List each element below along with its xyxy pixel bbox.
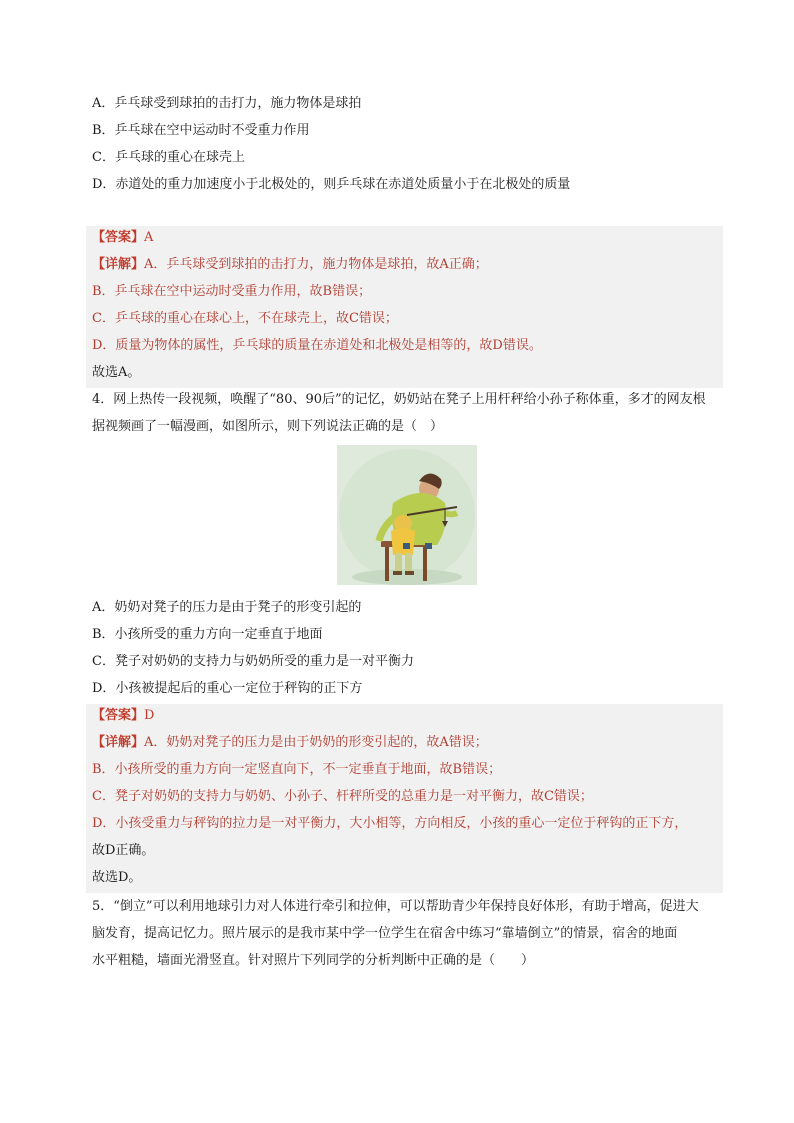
q4-detail-line-2: B．小孩所受的重力方向一定竖直向下，不一定垂直于地面，故B错误； <box>92 762 502 777</box>
q3-conclusion: 故选A。 <box>92 365 141 380</box>
q3-detail-line-4: D．质量为物体的属性，乒乓球的质量在赤道处和北极处是相等的，故D错误。 <box>92 338 542 353</box>
q4-answer-band <box>86 704 723 731</box>
q3-conclusion-band <box>86 361 723 388</box>
q3-detail-line-2: B．乒乓球在空中运动时受重力作用，故B错误； <box>92 284 372 299</box>
answer-label: 【答案】 <box>92 230 145 245</box>
q4-detail-line-1 <box>92 733 488 753</box>
detail-label: 【详解】 <box>92 735 145 750</box>
q4-detail-line-3: C．凳子对奶奶的支持力与奶奶、小孙子、杆秤所受的总重力是一对平衡力，故C错误； <box>92 789 593 804</box>
q5-stem-line-2: 脑发育，提高记忆力。照片展示的是我市某中学一位学生在宿舍中练习“靠墙倒立”的情景，宿舍的地面 <box>92 926 678 941</box>
q3-option-d: D．赤道处的重力加速度小于北极处的，则乒乓球在赤道处质量小于在北极处的质量 <box>92 177 571 192</box>
q3-answer-band <box>86 226 723 253</box>
q4-detail-line-4: D．小孩受重力与秤钩的拉力是一对平衡力，大小相等，方向相反，小孩的重心一定位于秤钩的正下方， <box>92 816 688 831</box>
answer-label: 【答案】 <box>92 708 145 723</box>
q4-option-c: C．凳子对奶奶的支持力与奶奶所受的重力是一对平衡力 <box>92 654 414 669</box>
q4-stem-line-2: 据视频画了一幅漫画，如图所示，则下列说法正确的是（ ） <box>92 419 444 434</box>
q4-option-b: B．小孩所受的重力方向一定垂直于地面 <box>92 627 323 642</box>
answer-value: D <box>144 708 155 723</box>
detail-text: A．奶奶对凳子的压力是由于奶奶的形变引起的，故A错误； <box>144 735 488 750</box>
answer-value: A <box>144 230 154 245</box>
grandma-weighing-child-illustration <box>337 445 477 585</box>
q4-stem-line-1: 4．网上热传一段视频，唤醒了“80、90后”的记忆，奶奶站在凳子上用杆秤给小孙子称体重，多才的网友根 <box>92 392 706 407</box>
q4-option-a: A．奶奶对凳子的压力是由于凳子的形变引起的 <box>92 600 362 615</box>
q5-stem-line-3: 水平粗糙，墙面光滑竖直。针对照片下列同学的分析判断中正确的是（ ） <box>92 953 535 968</box>
q4-conclusion: 故选D。 <box>92 870 142 885</box>
q3-detail-line-1 <box>92 255 488 275</box>
q3-option-c: C．乒乓球的重心在球壳上 <box>92 150 245 165</box>
detail-text: A．乒乓球受到球拍的击打力，施力物体是球拍，故A正确； <box>144 257 488 272</box>
q4-answer <box>92 706 154 726</box>
q4-detail-line-5: 故D正确。 <box>92 843 155 858</box>
detail-label: 【详解】 <box>92 257 145 272</box>
q3-detail-line-3: C．乒乓球的重心在球心上，不在球壳上，故C错误； <box>92 311 398 326</box>
q5-stem-line-1: 5．“倒立”可以利用地球引力对人体进行牵引和拉伸，可以帮助青少年保持良好体形，有助于增高，促进大 <box>92 899 699 914</box>
q4-conclusion-band <box>86 866 723 893</box>
q3-option-b: B．乒乓球在空中运动时不受重力作用 <box>92 123 310 138</box>
q3-answer <box>92 228 153 248</box>
q3-option-a: A．乒乓球受到球拍的击打力，施力物体是球拍 <box>92 96 362 111</box>
q4-option-d: D．小孩被提起后的重心一定位于秤钩的正下方 <box>92 681 363 696</box>
